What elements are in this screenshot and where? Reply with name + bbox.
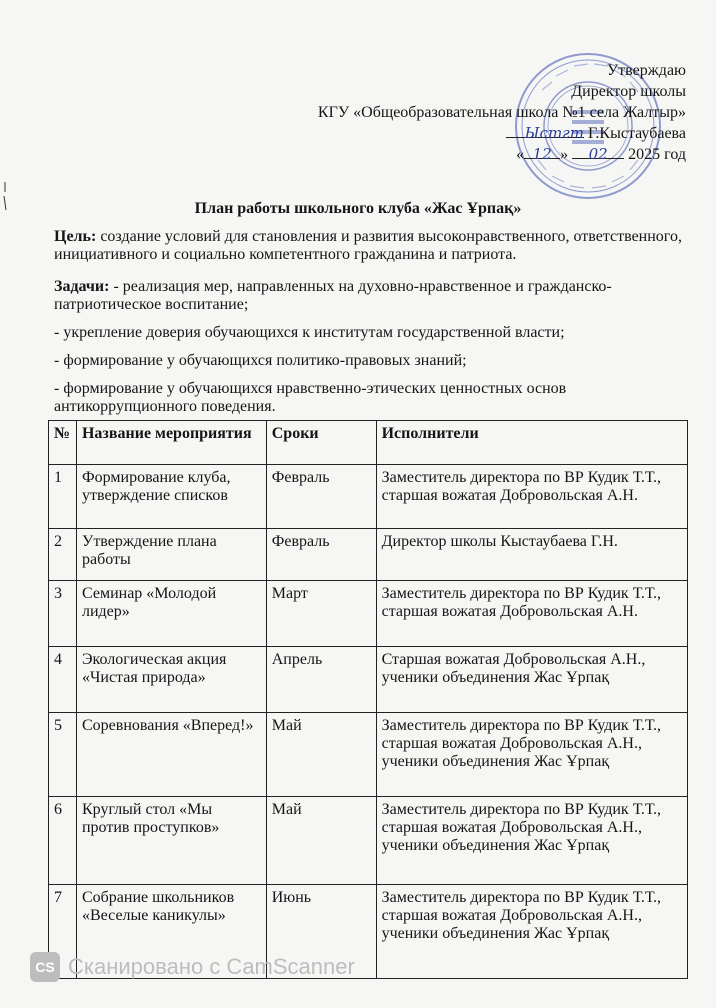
tasks-paragraph (54, 278, 694, 314)
camscanner-icon: CS (30, 952, 60, 982)
header-event-name: Название мероприятия (76, 421, 266, 465)
tasks-label: Задачи: (54, 278, 110, 295)
row-event-name: Экологическая акция «Чистая природа» (76, 647, 266, 713)
task-item: - реализация мер, направленных на духовно-нравственное и гражданско-патриотическое воспитание; (54, 278, 612, 313)
row-number: 4 (49, 647, 77, 713)
row-term: Июнь (266, 885, 376, 979)
row-executors: Заместитель директора по ВР Кудик Т.Т., старшая вожатая Добровольская А.Н. (376, 581, 687, 647)
camscanner-watermark (30, 952, 355, 982)
date-day (524, 144, 560, 163)
goal-label: Цель: (54, 228, 97, 245)
approve-label: Утверждаю (606, 62, 686, 79)
row-number: 1 (49, 465, 77, 529)
row-term: Май (266, 713, 376, 797)
signature-line (266, 123, 686, 144)
table-row (49, 797, 688, 885)
row-number: 3 (49, 581, 77, 647)
row-executors: Старшая вожатая Добровольская А.Н., ученики объединения Жас Ұрпақ (376, 647, 687, 713)
table-row (49, 465, 688, 529)
plan-table (48, 420, 688, 979)
approval-block (266, 60, 686, 165)
date-day-value: 12 (532, 145, 552, 163)
table-row (49, 529, 688, 581)
row-number: 6 (49, 797, 77, 885)
task-item: - формирование у обучающихся нравственно-этических ценностных основ антикоррупционного поведения. (54, 380, 567, 415)
date-open-quote: « (516, 146, 525, 163)
organization-name: КГУ «Общеобразовательная школа №1 села Жалтыр» (317, 104, 686, 121)
row-executors: Заместитель директора по ВР Кудик Т.Т., старшая вожатая Добровольская А.Н., ученики объединения Жас Ұрпақ (376, 713, 687, 797)
goal-paragraph (54, 228, 694, 264)
row-term: Март (266, 581, 376, 647)
row-number: 2 (49, 529, 77, 581)
camscanner-text: Сканировано с CamScanner (68, 954, 355, 979)
table-row (49, 647, 688, 713)
row-number: 5 (49, 713, 77, 797)
date-year: 2025 год (628, 146, 686, 163)
row-number: 7 (49, 885, 77, 979)
task-item: - формирование у обучающихся политико-правовых знаний; (54, 352, 467, 369)
document-title: План работы школьного клуба «Жас Ұрпақ» (194, 200, 522, 217)
header-executors: Исполнители (376, 421, 687, 465)
row-event-name: Соревнования «Вперед!» (76, 713, 266, 797)
table-header-row (49, 421, 688, 465)
row-executors: Заместитель директора по ВР Кудик Т.Т., старшая вожатая Добровольская А.Н., ученики объединения Жас Ұрпақ (376, 797, 687, 885)
row-term: Февраль (266, 529, 376, 581)
signature-blank (506, 123, 584, 142)
row-term: Апрель (266, 647, 376, 713)
row-event-name: Круглый стол «Мы против проступков» (76, 797, 266, 885)
date-month (572, 144, 624, 163)
table-row (49, 581, 688, 647)
date-month-value: 02 (588, 145, 608, 163)
row-executors: Заместитель директора по ВР Кудик Т.Т., старшая вожатая Добровольская А.Н., ученики объединения Жас Ұрпақ (376, 885, 687, 979)
signature: Ыстгт (524, 124, 584, 142)
approval-date (266, 144, 686, 165)
table-row (49, 713, 688, 797)
row-event-name: Собрание школьников «Веселые каникулы» (76, 885, 266, 979)
header-terms: Сроки (266, 421, 376, 465)
row-executors: Директор школы Кыстаубаева Г.Н. (376, 529, 687, 581)
goal-text: создание условий для становления и развития высоконравственного, ответственного, инициативного и социально компетентного гражданина и патриота. (54, 228, 682, 263)
row-term: Май (266, 797, 376, 885)
row-event-name: Утверждение плана работы (76, 529, 266, 581)
director-position: Директор школы (571, 83, 686, 100)
header-number: № (49, 421, 77, 465)
row-executors: Заместитель директора по ВР Кудик Т.Т., старшая вожатая Добровольская А.Н. (376, 465, 687, 529)
row-event-name: Формирование клуба, утверждение списков (76, 465, 266, 529)
row-event-name: Семинар «Молодой лидер» (76, 581, 266, 647)
date-close-quote: » (560, 146, 569, 163)
task-item: - укрепление доверия обучающихся к институтам государственной власти; (54, 324, 565, 341)
row-term: Февраль (266, 465, 376, 529)
signer-name: Г.Кыстаубаева (587, 125, 686, 142)
